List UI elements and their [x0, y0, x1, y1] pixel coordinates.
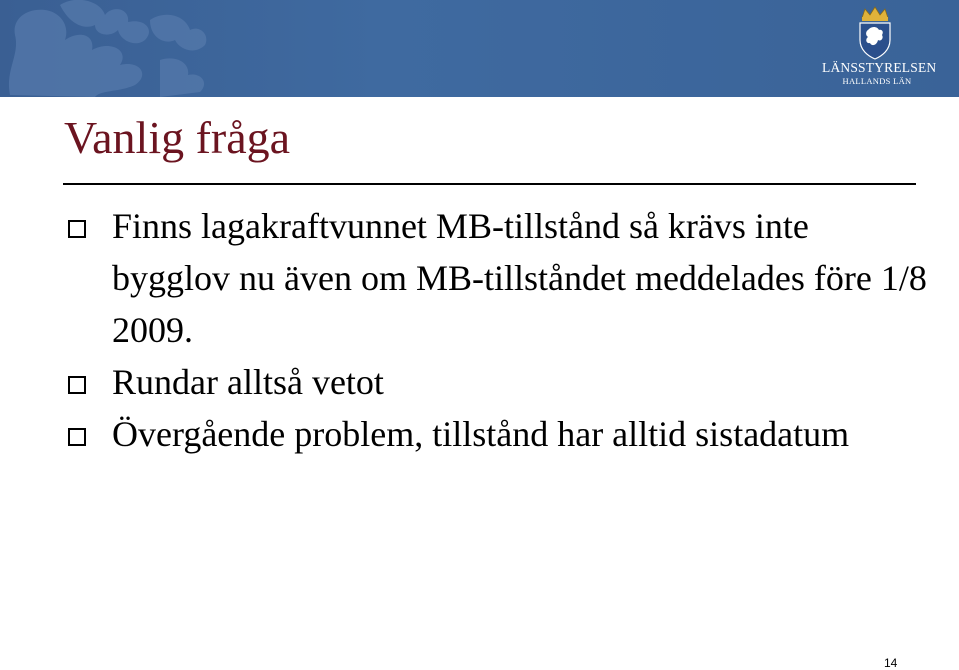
bullet-list [68, 200, 928, 460]
bullet-text: Övergående problem, tillstånd har alltid sistadatum [112, 414, 850, 454]
hollow-square-bullet-icon [68, 220, 86, 238]
hollow-square-bullet-icon [68, 428, 86, 446]
header-banner [0, 0, 959, 97]
organization-logo-text [822, 60, 937, 86]
hollow-square-bullet-icon [68, 376, 86, 394]
slide-title: Vanlig fråga [64, 112, 291, 163]
bullet-item [68, 356, 928, 408]
bullet-item [68, 200, 928, 356]
crown-lion-crest-icon [852, 4, 898, 60]
organization-name: LÄNSSTYRELSEN [822, 60, 937, 75]
organization-region: HALLANDS LÄN [842, 76, 912, 86]
bullet-item [68, 408, 928, 460]
heraldic-lion-watermark-icon [0, 0, 220, 97]
title-divider [63, 183, 916, 185]
bullet-text: Rundar alltså vetot [112, 362, 384, 402]
page-number: 14 [884, 656, 898, 670]
bullet-text: Finns lagakraftvunnet MB-tillstånd så krävs inte bygglov nu även om MB-tillståndet meddelades före 1/8 2009. [112, 206, 927, 350]
